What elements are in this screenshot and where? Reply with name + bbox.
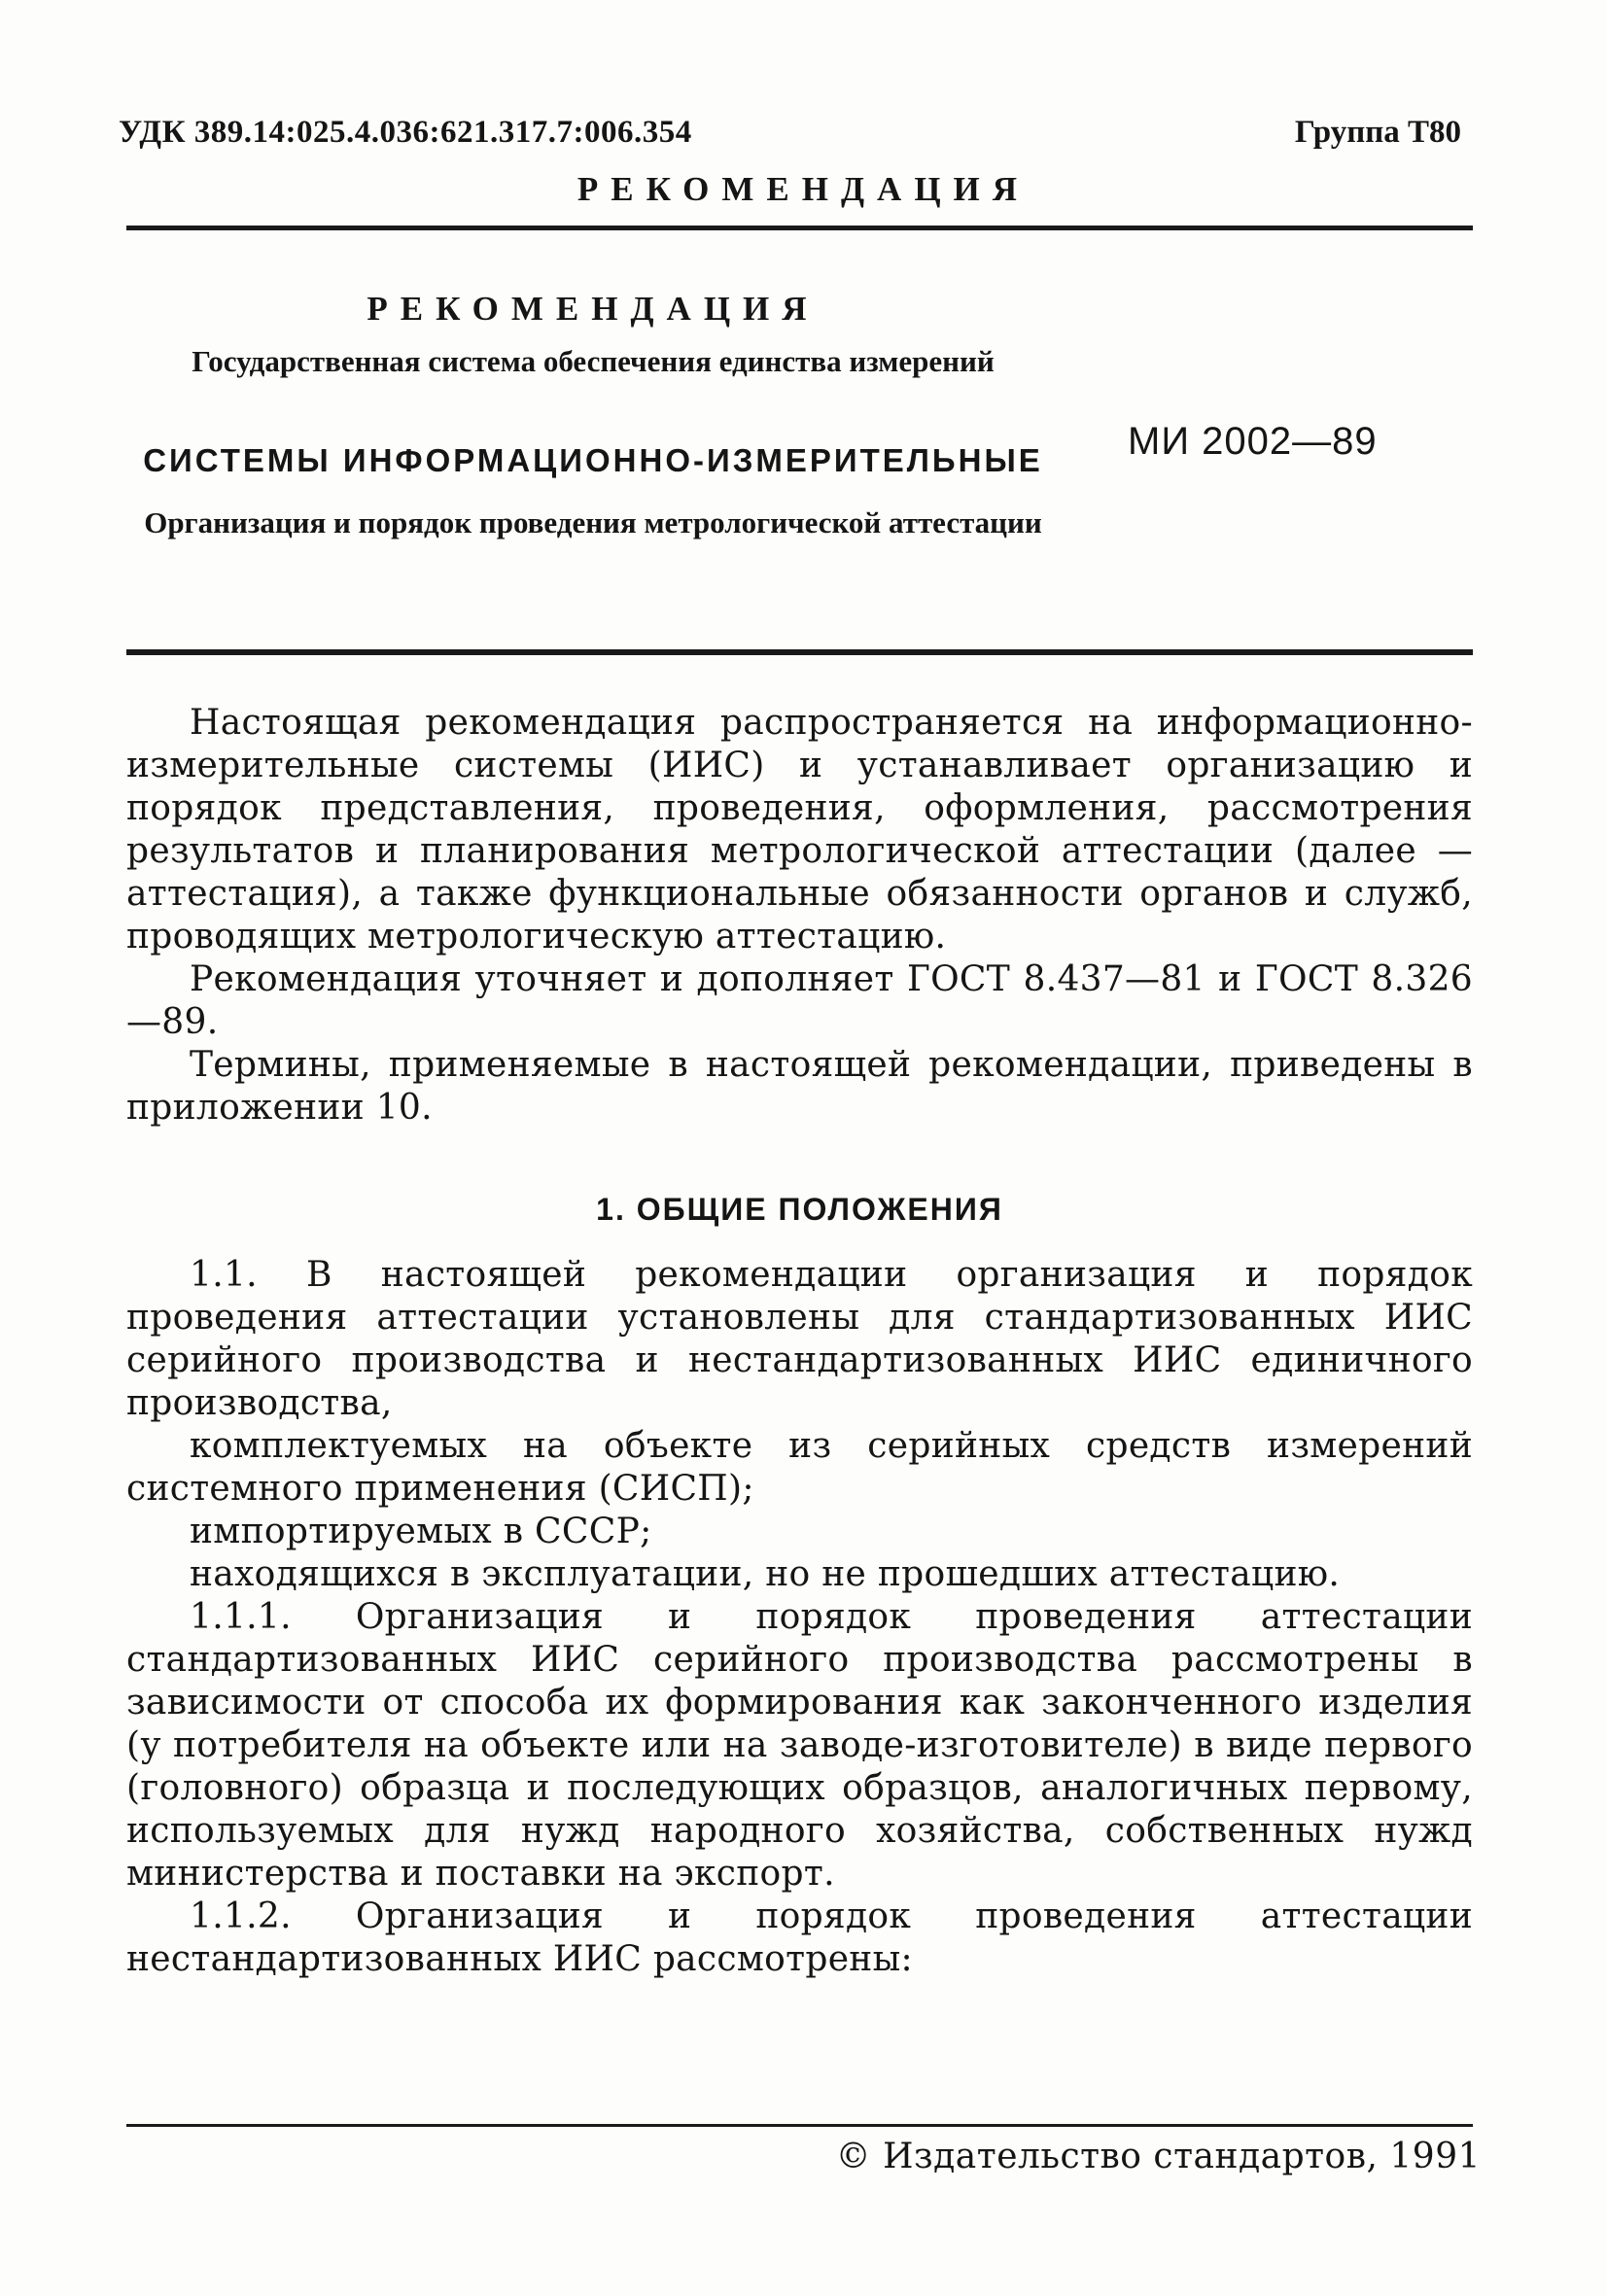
paragraph-1-1: 1.1. В настоящей рекомендации организация и порядок проведения аттестации установлены для стандартизованных ИИС серийного производства и нестандартизованных ИИС единичного производства, — [126, 1255, 1473, 1423]
section-1-body — [126, 1254, 1473, 1981]
list-item: импортируемых в СССР; — [190, 1512, 652, 1551]
paragraph-1-1-1: 1.1.1. Организация и порядок проведения аттестации стандартизованных ИИС серийного производства рассмотрены в зависимости от способа их формирования как законченного изделия (у потребителя на объекте или на заводе-изготовителе) в виде первого (головного) образца и последующих образцов, аналогичных первому, используемых для нужд народного хозяйства, собственных нужд министерства и поставки на экспорт. — [126, 1597, 1473, 1894]
intro-paragraph: Рекомендация уточняет и дополняет ГОСТ 8.437—81 и ГОСТ 8.326—89. — [126, 959, 1473, 1042]
state-system-title: Государственная система обеспечения единства измерений — [192, 344, 995, 378]
paragraph-1-1-2: 1.1.2. Организация и порядок проведения аттестации нестандартизованных ИИС рассмотрены: — [126, 1896, 1473, 1979]
subtitle: Организация и порядок проведения метрологической аттестации — [144, 505, 1042, 539]
section-title: 1. ОБЩИЕ ПОЛОЖЕНИЯ — [596, 1192, 1003, 1227]
copyright-footer: © Издательство стандартов, 1991 — [835, 2137, 1481, 2176]
list-item: комплектуемых на объекте из серийных средств измерений системного применения (СИСП); — [126, 1426, 1473, 1509]
main-title: СИСТЕМЫ ИНФОРМАЦИОННО-ИЗМЕРИТЕЛЬНЫЕ — [143, 442, 1043, 478]
udk-code: УДК 389.14:025.4.036:621.317.7:006.354 — [119, 115, 692, 150]
document-designation: МИ 2002—89 — [1128, 420, 1378, 463]
intro-paragraph: Настоящая рекомендация распространяется на информационно-измерительные системы (ИИС) и устанавливает организацию и порядок представления, проведения, оформления, рассмотрения результатов и планирования метрологической аттестации (далее — аттестация), а также функциональные обязанности органов и служб, проводящих метрологическую аттестацию. — [126, 703, 1473, 957]
recommendation-title: РЕКОМЕНДАЦИЯ — [367, 290, 820, 328]
list-item: находящихся в эксплуатации, но не прошедших аттестацию. — [190, 1554, 1341, 1594]
group-code: Группа Т80 — [1294, 115, 1461, 150]
footer-rule — [126, 2124, 1473, 2127]
top-title: РЕКОМЕНДАЦИЯ — [576, 170, 1031, 208]
title-rule — [126, 649, 1473, 655]
intro-text — [126, 702, 1473, 1130]
section-1 — [126, 1188, 1473, 1231]
header-rule — [126, 226, 1473, 230]
intro-paragraph: Термины, применяемые в настоящей рекомендации, приведены в приложении 10. — [126, 1045, 1473, 1128]
